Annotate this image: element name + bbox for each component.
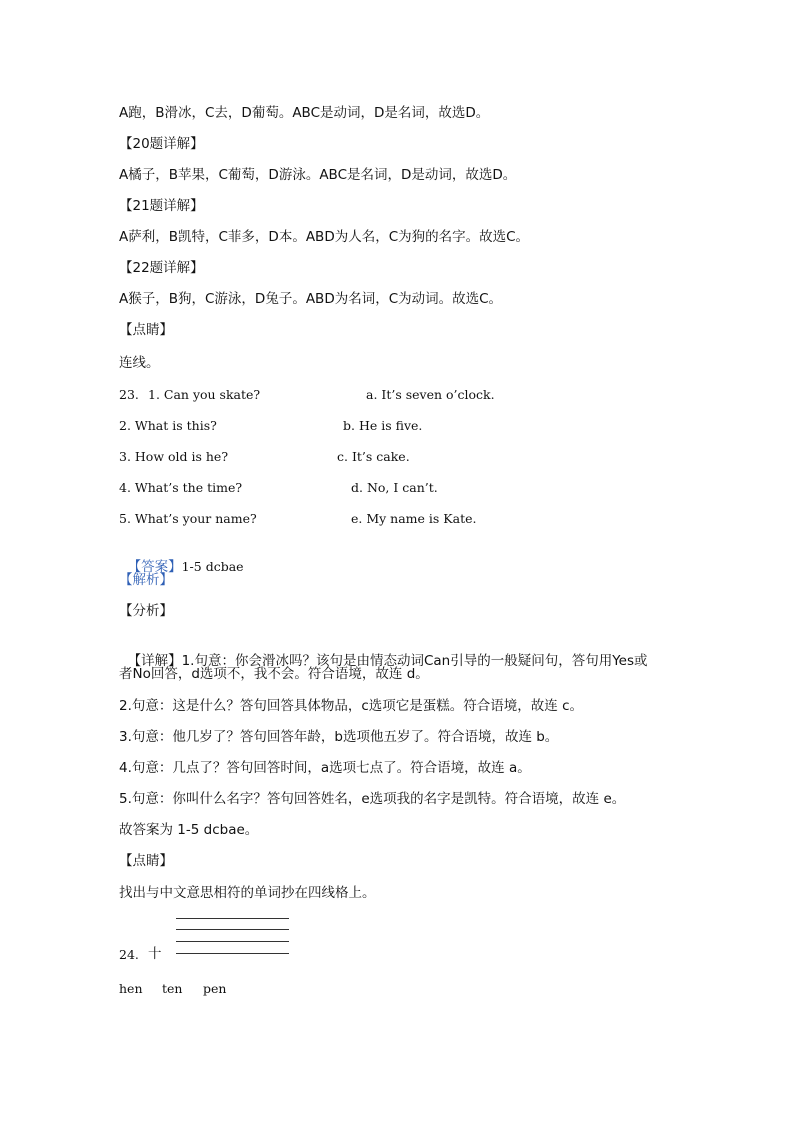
detail-label: 【详解】 <box>127 653 182 669</box>
grid-line <box>176 953 289 954</box>
match-answer: d. No, I can’t. <box>351 480 438 495</box>
line-22-detail: A猴子，B狗，C游泳，D兔子。ABD为名词，C为动词。故选C。 <box>119 291 503 307</box>
word-option: ten <box>162 981 183 996</box>
heading-dianjing: 【点睛】 <box>119 322 173 338</box>
match-answer: c. It’s cake. <box>337 449 410 464</box>
heading-21: 【21题详解】 <box>119 198 204 214</box>
question-24-chinese: 十 <box>148 946 162 962</box>
grid-line <box>176 941 289 942</box>
detail-line: 者No回答，d选项不，我不会。符合语境，故连 d。 <box>119 666 429 682</box>
instruction-match: 连线。 <box>119 355 160 371</box>
line-20-detail: A橘子，B苹果，C葡萄，D游泳。ABC是名词，D是动词，故选D。 <box>119 167 517 183</box>
detail-line: 故答案为 1-5 dcbae。 <box>119 822 259 838</box>
grid-line <box>176 929 289 930</box>
analysis-label: 【解析】 <box>119 572 173 588</box>
question-number-24: 24. <box>119 947 139 962</box>
line-19-detail: A跑，B滑冰，C去，D葡萄。ABC是动词，D是名词，故选D。 <box>119 105 490 121</box>
match-question: 4. What’s the time? <box>119 480 243 495</box>
match-answer: a. It’s seven o’clock. <box>366 387 495 402</box>
grid-line <box>176 918 289 919</box>
instruction-copy: 找出与中文意思相符的单词抄在四线格上。 <box>119 885 376 901</box>
word-option: pen <box>203 981 227 996</box>
match-answer: e. My name is Kate. <box>351 511 477 526</box>
heading-dianjing-2: 【点睛】 <box>119 853 173 869</box>
match-question: 3. How old is he? <box>119 449 229 464</box>
answer-value: 1-5 dcbae <box>181 559 244 574</box>
match-question: 1. Can you skate? <box>148 387 261 402</box>
detail-line: 2.句意：这是什么？答句回答具体物品，c选项它是蛋糕。符合语境，故连 c。 <box>119 698 584 714</box>
detail-text: 1.句意：你会滑冰吗？该句是由情态动词Can引导的一般疑问句，答句用Yes或 <box>181 653 648 669</box>
line-21-detail: A萨利，B凯特，C菲多，D本。ABD为人名，C为狗的名字。故选C。 <box>119 229 530 245</box>
question-number-23: 23. <box>119 387 139 402</box>
detail-line: 5.句意：你叫什么名字？答句回答姓名，e选项我的名字是凯特。符合语境，故连 e。 <box>119 791 626 807</box>
match-question: 2. What is this? <box>119 418 217 433</box>
word-option: hen <box>119 981 143 996</box>
detail-line: 3.句意：他几岁了？答句回答年龄，b选项他五岁了。符合语境，故连 b。 <box>119 729 559 745</box>
detail-line: 4.句意：几点了？答句回答时间，a选项七点了。符合语境，故连 a。 <box>119 760 531 776</box>
fenxi-label: 【分析】 <box>119 603 173 619</box>
match-answer: b. He is five. <box>343 418 423 433</box>
match-question: 5. What’s your name? <box>119 511 257 526</box>
answer-label: 【答案】 <box>127 559 182 575</box>
heading-22: 【22题详解】 <box>119 260 204 276</box>
heading-20: 【20题详解】 <box>119 136 204 152</box>
